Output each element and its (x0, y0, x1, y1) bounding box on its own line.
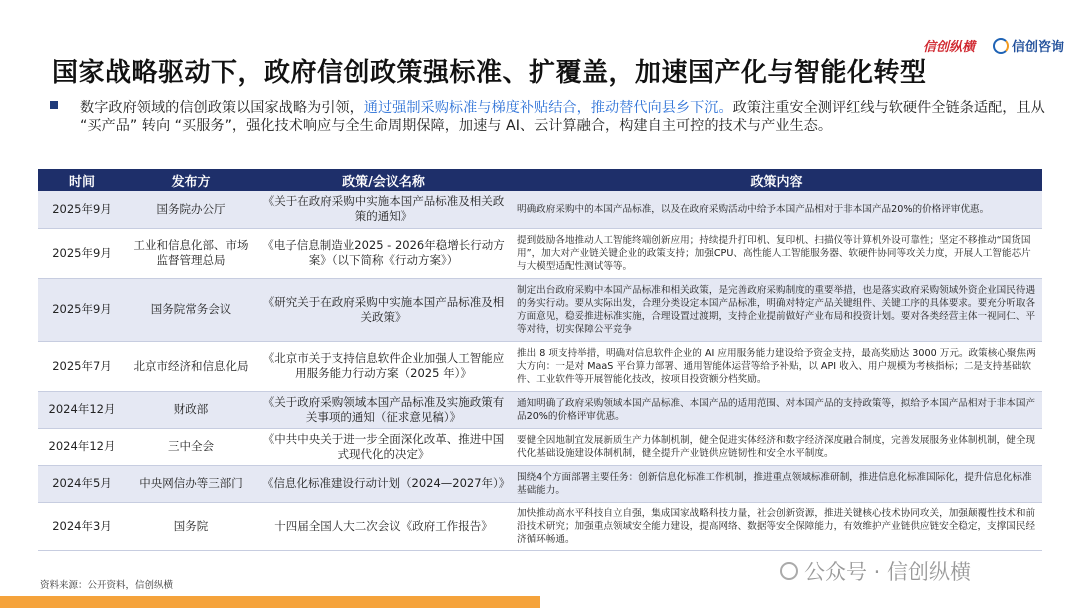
cell-policy-name: 《电子信息制造业2025 - 2026年稳增长行动方案》（以下简称《行动方案》） (256, 228, 511, 278)
intro-text-highlight: 通过强制采购标准与梯度补贴结合，推动替代向县乡下沉。 (363, 100, 733, 116)
cell-date: 2024年3月 (38, 502, 126, 550)
table-header-row (38, 169, 1042, 191)
header-issuer: 发布方 (126, 169, 256, 191)
source-note: 资料来源：公开资料，信创纵横 (40, 580, 174, 591)
cell-issuer: 财政部 (126, 391, 256, 428)
cell-policy-name: 《关于政府采购领域本国产品标准及实施政策有关事项的通知（征求意见稿）》 (256, 391, 511, 428)
brand-logo-xinchuang-zongheng: 信创纵横 (922, 40, 975, 55)
table-row (38, 341, 1042, 391)
cell-policy-name: 《研究关于在政府采购中实施本国产品标准及相关政策》 (256, 278, 511, 341)
brand-mark-icon (993, 38, 1009, 54)
policy-table (38, 169, 1042, 551)
cell-date: 2025年7月 (38, 341, 126, 391)
cell-policy-content: 要健全因地制宜发展新质生产力体制机制，健全促进实体经济和数字经济深度融合制度，完善发展服务业体制机制，健全现代化基础设施建设体制机制，健全提升产业链供应链韧性和安全水平制度。 (511, 428, 1042, 465)
cell-policy-name: 《信息化标准建设行动计划（2024—2027年）》 (256, 465, 511, 502)
brand-logo-text: 信创咨询 (1011, 40, 1064, 55)
cell-date: 2024年12月 (38, 391, 126, 428)
cell-date: 2025年9月 (38, 191, 126, 228)
square-bullet-icon (50, 101, 58, 109)
cell-policy-name: 《关于在政府采购中实施本国产品标准及相关政策的通知》 (256, 191, 511, 228)
cell-policy-name: 《中共中央关于进一步全面深化改革、推进中国式现代化的决定》 (256, 428, 511, 465)
cell-policy-content: 明确政府采购中的本国产品标准，以及在政府采购活动中给予本国产品相对于非本国产品20%的价格评审优惠。 (511, 191, 1042, 228)
cell-date: 2025年9月 (38, 278, 126, 341)
brand-logo-xinchuang-zixun (993, 36, 1064, 55)
cell-issuer: 国务院 (126, 502, 256, 550)
cell-issuer: 国务院常务会议 (126, 278, 256, 341)
table-row (38, 428, 1042, 465)
cell-policy-name: 《北京市关于支持信息软件企业加强人工智能应用服务能力行动方案（2025 年）》 (256, 341, 511, 391)
watermark-text: 公众号 · 信创纵横 (804, 560, 972, 584)
table-row (38, 191, 1042, 228)
cell-issuer: 中央网信办等三部门 (126, 465, 256, 502)
wechat-icon (780, 562, 798, 580)
header-policy-name: 政策/会议名称 (256, 169, 511, 191)
cell-policy-content: 围绕4个方面部署主要任务：创新信息化标准工作机制，推进重点领域标准研制，推进信息化标准国际化，提升信息化标准基础能力。 (511, 465, 1042, 502)
cell-date: 2024年5月 (38, 465, 126, 502)
wechat-watermark (780, 556, 971, 586)
table-row (38, 391, 1042, 428)
cell-issuer: 三中全会 (126, 428, 256, 465)
header-policy-content: 政策内容 (511, 169, 1042, 191)
table-row (38, 228, 1042, 278)
cell-policy-content: 提到鼓励各地推动人工智能终端创新应用；持续提升打印机、复印机、扫描仪等计算机外设可靠性；坚定不移推动“国货国用”，加大对产业链关键企业的政策支持；加强CPU、高性能人工智能服务器、软硬件协同等攻关力度，开展人工智能芯片与大模型适配性测试等等。 (511, 228, 1042, 278)
table-row (38, 502, 1042, 550)
header-logos (923, 36, 1064, 55)
header-date: 时间 (38, 169, 126, 191)
intro-text-pre: 数字政府领域的信创政策以国家战略为引领， (80, 100, 364, 116)
footer-accent-bar (0, 596, 540, 608)
cell-date: 2024年12月 (38, 428, 126, 465)
cell-policy-content: 推出 8 项支持举措，明确对信息软件企业的 AI 应用服务能力建设给予资金支持，最高奖励达 3000 万元。政策核心聚焦两大方向：一是对 MaaS 平台算力部署、通用智能体运营等给予补贴，以 API 收入、用户规模为考核指标；二是支持基础软件、工业软件等开展智能化技改，按项目投资额分档奖励。 (511, 341, 1042, 391)
cell-issuer: 工业和信息化部、市场监督管理总局 (126, 228, 256, 278)
intro-text-post: 政策注重安全测评红线与软硬件全链条适配，且从 “买产品” 转向 “买服务”，强化技术响应与全生命周期保障，加速与 AI、云计算融合，构建自主可控的技术与产业生态。 (80, 100, 1045, 134)
page-title: 国家战略驱动下，政府信创政策强标准、扩覆盖，加速国产化与智能化转型 (52, 58, 927, 88)
cell-issuer: 国务院办公厅 (126, 191, 256, 228)
cell-policy-content: 通知明确了政府采购领域本国产品标准、本国产品的适用范围、对本国产品的支持政策等，拟给予本国产品相对于非本国产品20%的价格评审优惠。 (511, 391, 1042, 428)
cell-issuer: 北京市经济和信息化局 (126, 341, 256, 391)
cell-policy-content: 加快推动高水平科技自立自强，集成国家战略科技力量，社会创新资源，推进关键核心技术协同攻关，加强颠覆性技术和前沿技术研究；加强重点领域安全能力建设，提高网络、数据等安全保障能力，有效维护产业链供应链安全稳定，支撑国民经济循环畅通。 (511, 502, 1042, 550)
cell-policy-content: 制定出台政府采购中本国产品标准和相关政策，是完善政府采购制度的重要举措，也是落实政府采购领域外资企业国民待遇的务实行动。要从实际出发，合理分类设定本国产品标准，明确对特定产品关键组件、关键工序的具体要求。要充分听取各方面意见，稳妥推进标准实施，合理设置过渡期，支持企业提前做好产业布局和投资计划。要对各类经营主体一视同仁、平等对待，切实保障公平竞争 (511, 278, 1042, 341)
cell-policy-name: 十四届全国人大二次会议《政府工作报告》 (256, 502, 511, 550)
table-row (38, 278, 1042, 341)
table-row (38, 465, 1042, 502)
cell-date: 2025年9月 (38, 228, 126, 278)
intro-paragraph (58, 99, 1048, 135)
